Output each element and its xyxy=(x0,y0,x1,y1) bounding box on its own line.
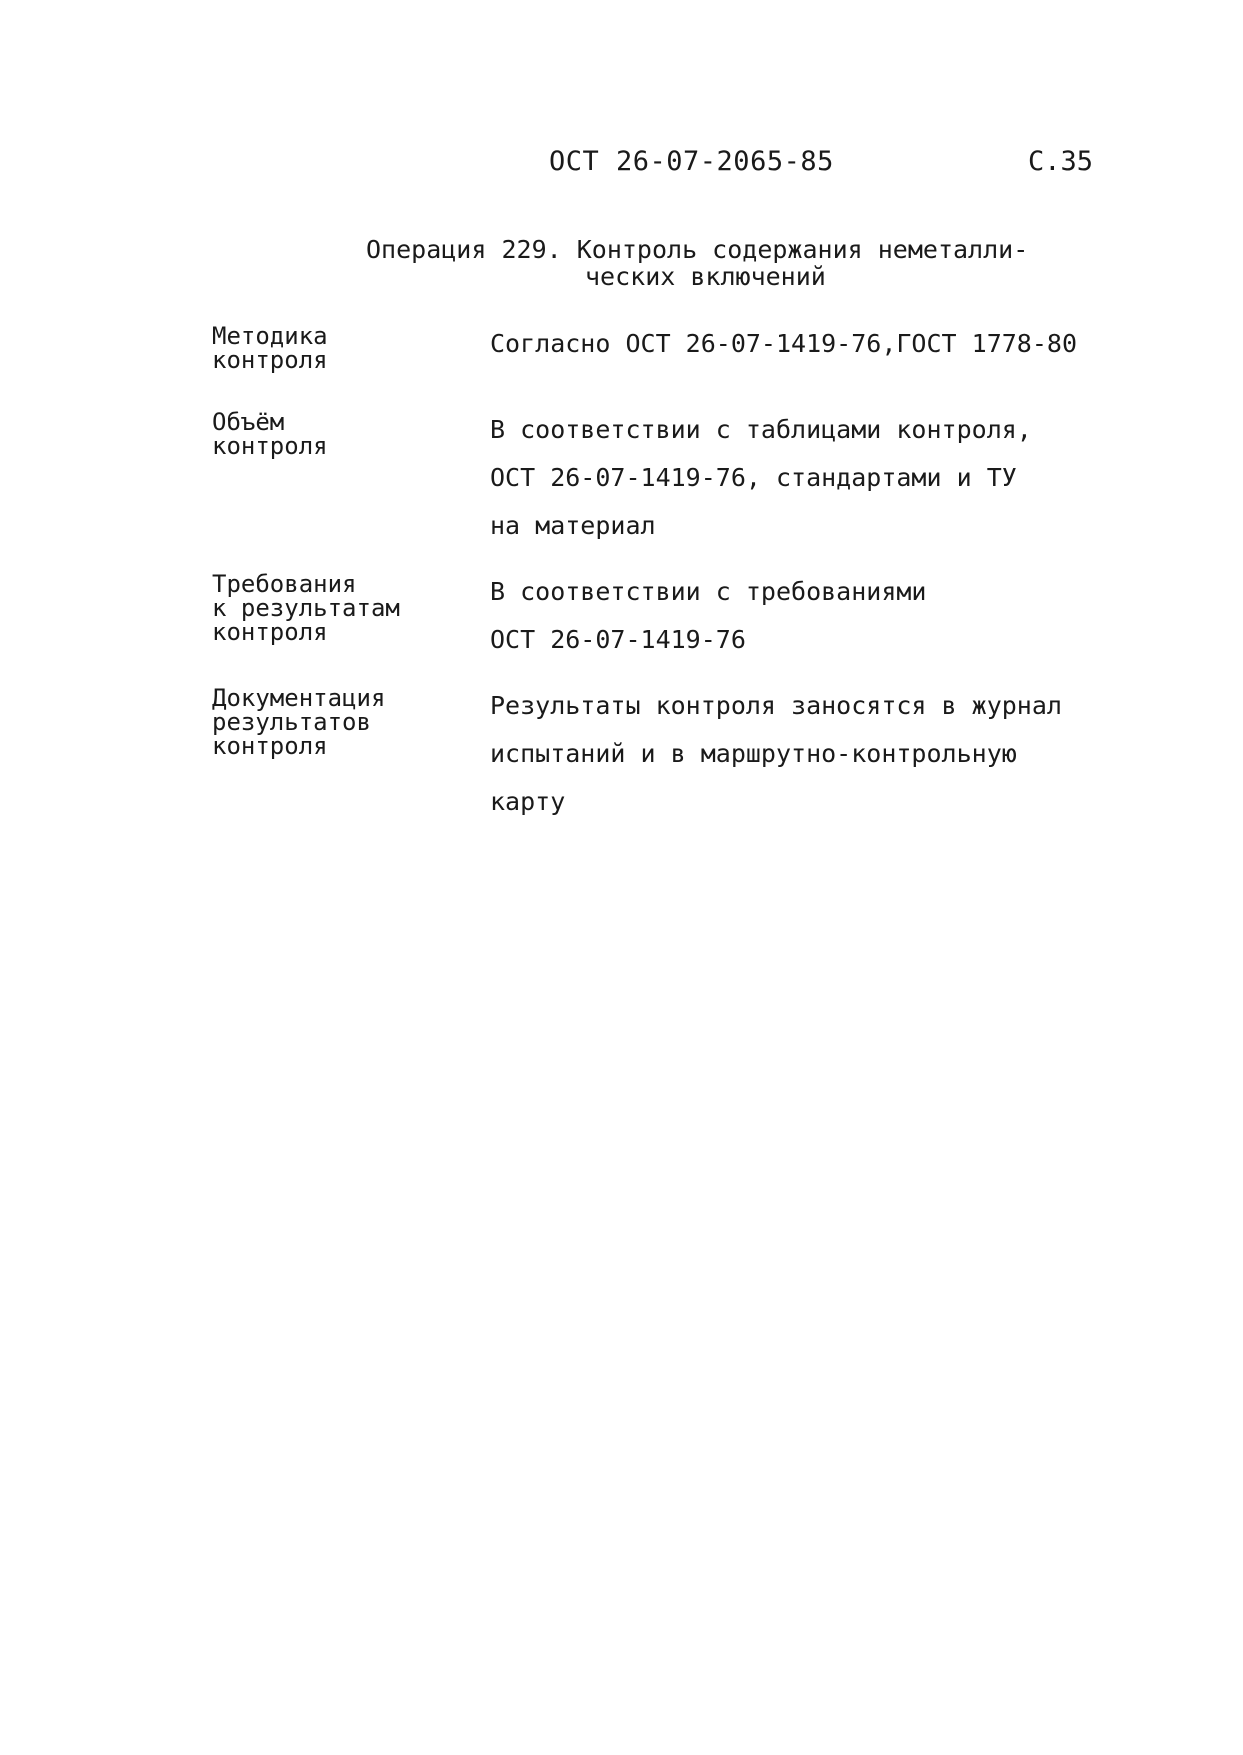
value-line: испытаний и в маршрутно-контрольную xyxy=(490,739,1017,768)
value-line: на материал xyxy=(490,511,656,540)
label-line: контроля xyxy=(212,618,328,646)
document-code: ОСТ 26-07-2065-85 xyxy=(549,146,834,177)
value-line: ОСТ 26-07-1419-76 xyxy=(490,625,746,654)
control-scope-value xyxy=(490,406,1110,550)
value-line: ОСТ 26-07-1419-76, стандартами и ТУ xyxy=(490,463,1017,492)
value-line: В соответствии с требованиями xyxy=(490,577,927,606)
value-line: Результаты контроля заносятся в журнал xyxy=(490,691,1062,720)
control-method-value xyxy=(490,320,1110,368)
label-line: результатов xyxy=(212,708,371,736)
value-line: карту xyxy=(490,787,566,816)
control-method-label xyxy=(212,324,472,372)
label-line: контроля xyxy=(212,432,328,460)
label-line: Требования xyxy=(212,570,357,598)
label-line: Документация xyxy=(212,684,386,712)
operation-title-line-1: Операция 229. Контроль содержания неметалли- xyxy=(366,235,1029,264)
result-requirements-label xyxy=(212,572,472,644)
label-line: к результатам xyxy=(212,594,400,622)
value-line: В соответствии с таблицами контроля, xyxy=(490,415,1032,444)
result-documentation-label xyxy=(212,686,472,758)
label-line: Объём xyxy=(212,408,285,436)
label-line: контроля xyxy=(212,346,328,374)
label-line: контроля xyxy=(212,732,328,760)
operation-title-line-2: ческих включений xyxy=(585,262,826,291)
operation-title xyxy=(366,236,1066,290)
value-line: Согласно ОСТ 26-07-1419-76,ГОСТ 1778-80 xyxy=(490,329,1077,358)
result-documentation-value xyxy=(490,682,1110,826)
control-scope-label xyxy=(212,410,472,458)
page-number: С.35 xyxy=(1027,146,1093,177)
label-line: Методика xyxy=(212,322,328,350)
result-requirements-value xyxy=(490,568,1110,664)
